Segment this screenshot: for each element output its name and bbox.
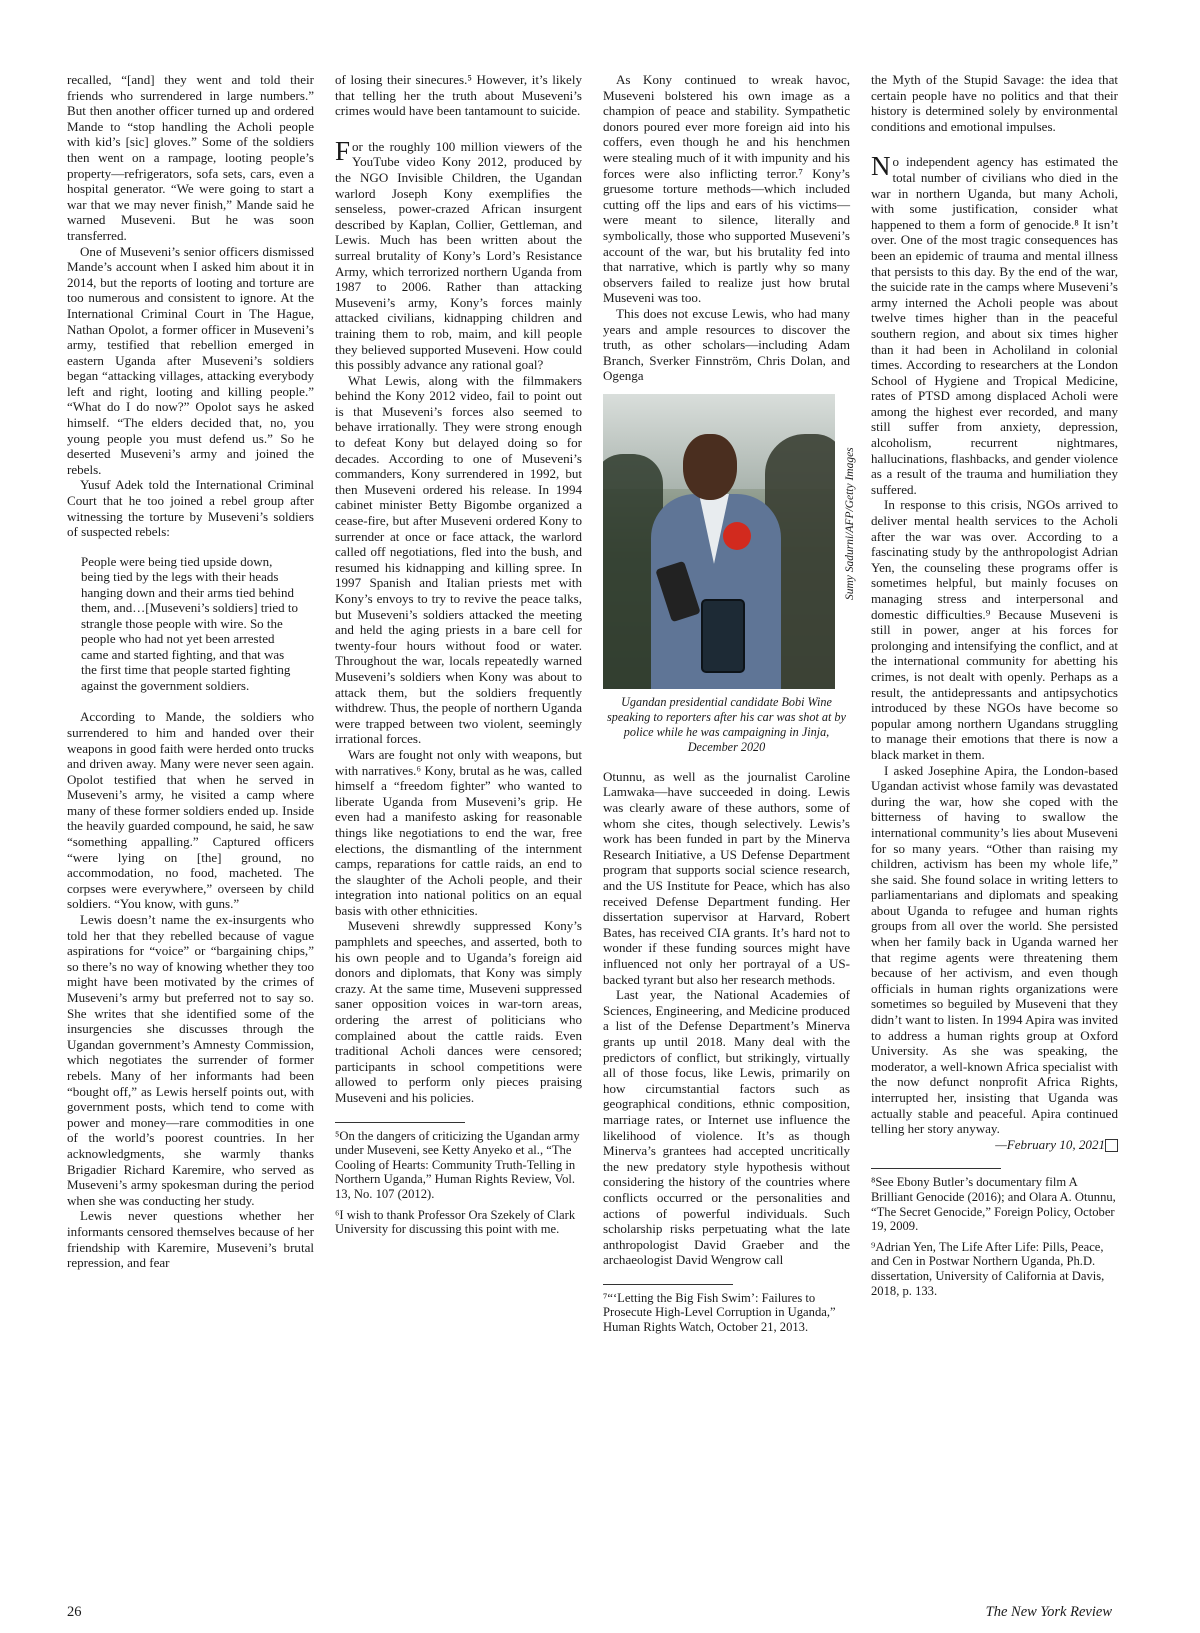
footnotes	[335, 1129, 582, 1237]
column-2	[335, 72, 582, 1243]
footnote-5: ⁵On the dangers of criticizing the Ugandan army under Museveni, see Ketty Anyeko et al., “The Cooling of Hearts: Community Truth-Telling in Northern Uganda,” Human Rights Review, Vol. 13, No. 107 (2012).	[335, 1128, 580, 1201]
footnote-9: ⁹Adrian Yen, The Life After Life: Pills, Peace, and Cen in Postwar Northern Uganda, Ph.D. dissertation, University of California at Davis, 2018, p. 133.	[871, 1239, 1105, 1298]
paragraph: of losing their sinecures.⁵ However, it’s likely that telling her the truth about Museveni’s crimes would have been tantamount to suicide.	[335, 72, 582, 119]
paragraph: This does not excuse Lewis, who had many years and ample resources to discover the truth, as other scholars—including Adam Branch, Sverker Finnström, Chris Dolan, and Ogenga	[603, 305, 850, 384]
column-1	[67, 72, 314, 1271]
page-number: 26	[67, 1604, 82, 1620]
section-break	[335, 119, 582, 139]
footnote-rule	[335, 1122, 465, 1123]
footnote-7: ⁷“‘Letting the Big Fish Swim’: Failures to Prosecute High-Level Corruption in Uganda,” Human Rights Watch, October 21, 2013.	[603, 1290, 836, 1335]
publication-name: The New York Review	[985, 1604, 1112, 1620]
paragraph: Wars are fought not only with weapons, but with narratives.⁶ Kony, brutal as he was, called himself a “freedom fighter” who wanted to liberate Uganda from Museveni’s grip. He even had a manifesto asking for reasonable things like negotiations to end the war, free elections, the dismantling of the internment camps, reparations for cattle raids, an end to the slaughter of the Acholi people, and their integration into national politics on an equal basis with other ethnicities.	[335, 746, 582, 918]
paragraph: Yusuf Adek told the International Criminal Court that he too joined a rebel group after witnessing the torture by Museveni’s soldiers of suspected rebels:	[67, 477, 314, 540]
end-of-article-icon	[1105, 1139, 1118, 1152]
footnotes	[603, 1291, 850, 1335]
quote-text: People were being tied upside down, being tied by the legs with their heads hanging down and their arms tied behind them, and…[Museveni’s soldiers] tried to strangle those people with wire. So the people who had not yet been arrested came and started fighting, and that was the first time that people started fighting against the government soldiers.	[81, 553, 298, 693]
paragraph: In response to this crisis, NGOs arrived to deliver mental health services to the Acholi after the war was over. According to a fascinating study by the anthropologist Adrian Yen, the counseling these programs offer is sometimes helpful, but mainly focuses on managing stress and interpersonal and domestic difficulties.⁹ Because Museveni is still in power, anger at his forces for prolonging and intensifying the conflict, and at the international community for abetting his crimes, is not dealt with openly. Perhaps as a result, the antidepressants and antipsychotics introduced by these NGOs have become so popular among northern Ugandans struggling to manage their emotions that there is now a black market in them.	[871, 497, 1118, 762]
photo-caption: Ugandan presidential candidate Bobi Wine speaking to reporters after his car was shot at by police while he was campaigning in Jinja, December 2020	[607, 694, 846, 754]
paragraph-text: or the roughly 100 million viewers of the YouTube video Kony 2012, produced by the NGO Invisible Children, the Ugandan warlord Joseph Kony exemplifies the senseless, power-crazed African insurgent described by Kaplan, Collier, Gettleman, and Lewis. Much has been written about the surreal brutality of Kony’s Lord’s Resistance Army, which terrorized northern Uganda from 1987 to 2006. Rather than attacking Museveni’s army, Kony’s forces mainly attacked civilians, kidnapping children and training them to rob, maim, and kill people they believed supported Museveni. How could this possibly advance any rational goal?	[335, 138, 582, 373]
paragraph: I asked Josephine Apira, the London-based Ugandan activist whose family was devastated during the war, how she coped with the bitterness of having to swallow the international community’s lies about Museveni for so many years. “Other than raising my children, activism has been my whole life,” she said. She found solace in writing letters to parliamentarians and diplomats and speaking about Uganda to refugee and human rights groups from all over the world. She persisted when her family back in Uganda warned her that regime agents were threatening them because of her activism, and even though officials in human rights organizations were sometimes so beguiled by Museveni that they didn’t want to listen. In 1994 Apira was invited to address a human rights group at Oxford University. As she was speaking, the moderator, a well-known Africa specialist with the now defunct nonprofit Africa Rights, interrupted her, insisting that Uganda was actually stable and peaceful. Apira continued telling her story anyway.	[871, 762, 1118, 1137]
section-break	[871, 134, 1118, 154]
signoff-date: —February 10, 2021	[995, 1136, 1105, 1152]
footnotes	[871, 1175, 1118, 1298]
footnote-rule	[871, 1168, 1001, 1169]
paragraph: recalled, “[and] they went and told their friends who surrendered in large numbers.” But then another officer turned up and ordered Mande to “stop handling the Acholi people with kid’s [sic] gloves.” Some of the soldiers then went on a rampage, looting people’s property—refrigerators, sofa sets, cars, even a hospital generator. “We were going to start a war that we may never finish,” Mande said he warned Museveni. But he was soon transferred.	[67, 72, 314, 243]
paragraph: Lewis never questions whether her informants censored themselves because of her friendship with Karemire, Museveni’s brutal repression, and fear	[67, 1208, 314, 1271]
drop-cap: F	[335, 135, 351, 166]
paragraph: the Myth of the Stupid Savage: the idea that certain people have no politics and that their history is determined solely by environmental conditions and emotional impulses.	[871, 72, 1118, 134]
paragraph: One of Museveni’s senior officers dismissed Mande’s account when I asked him about it in 2014, but the reports of looting and torture are too numerous and consistent to ignore. At the International Criminal Court in The Hague, Nathan Opolot, a former officer in Museveni’s army, testified that rebellion emerged in eastern Uganda after Museveni’s soldiers began “attacking villages, attacking everybody left and right, looting and killing people.” “What do I do now?” Opolot says he asked himself. “The elders decided that, no, you young people you must defend us.” So he deserted Museveni’s army and joined the rebels.	[67, 243, 314, 477]
paragraph: As Kony continued to wreak havoc, Museveni bolstered his own image as a champion of peace and stability. Sympathetic donors poured ever more foreign aid into his coffers, even though he and his henchmen were stealing much of it with impunity and his forces were also inflicting terror.⁷ Kony’s gruesome torture methods—which included cutting off the lips and ears of his victims—were meant to silence, literally and symbolically, those who supported Museveni’s account of the war, but his brutality fed into that narrative, which is partly why so many observers failed to realize just how brutal Museveni was too.	[603, 72, 850, 306]
photo-credit: Sumy Sadurni/AFP/Getty Images	[844, 447, 856, 600]
column-4	[871, 72, 1118, 1304]
footnote-rule	[603, 1284, 733, 1285]
drop-cap: N	[871, 151, 891, 182]
paragraph: Museveni shrewdly suppressed Kony’s pamphlets and speeches, and asserted, both to his own people and to Uganda’s foreign aid donors and diplomats, that Kony was simply crazy. At the same time, Museveni suppressed saner opposition voices in war-torn areas, ordering the arrest of politicians who complained about the cattle raids. Even traditional Acholi dances were censored; participants in school competitions were allowed to perform only pieces praising Museveni and his policies.	[335, 918, 582, 1105]
paragraph: Last year, the National Academies of Sciences, Engineering, and Medicine produced a list of the Defense Department’s Minerva grants up until 2018. Many deal with the predictors of conflict, but strikingly, virtually all of those focus, like Lewis, primarily on how circumstantial factors such as geographical conditions, ethnic composition, marriage rates, or Internet use influence the likelihood of violence. It’s as though Minerva’s grantees had accepted uncritically the new predatory style hypothesis without considering the history of the countries where conflicts occurred or the personalities and actions of powerful individuals. Such scholarship risks perpetuating what the late anthropologist David Graeber and the archaeologist David Wengrow call	[603, 987, 850, 1268]
paragraph: What Lewis, along with the filmmakers behind the Kony 2012 video, fail to point out is that Museveni’s forces also seemed to behave irrationally. They were strong enough to defeat Kony but delayed doing so for decades. According to one of Museveni’s commanders, Kony surrendered in 1992, but then Museveni ordered his release. In 1994 cabinet minister Betty Bigombe organized a cease-fire, but after Museveni ordered Kony to surrender at once or face attack, the warlord called off negotiations, fled into the bush, and resumed his kidnapping and killing spree. In 1997 Spanish and Italian priests met with Kony’s envoys to try to revive the peace talks, but Museveni’s soldiers attacked the meeting and held the aging priests in a bare cell for twenty-four hours without food or water. Throughout the war, locals repeatedly warned Museveni’s soldiers when Kony was about to attack them, but the soldiers frequently withdrew. Thus, the people of northern Uganda were trapped between two violent, seemingly irrational forces.	[335, 372, 582, 747]
footnote-8: ⁸See Ebony Butler’s documentary film A Brilliant Genocide (2016); and Olara A. Otunnu, “The Secret Genocide,” Foreign Policy, October 19, 2009.	[871, 1175, 1116, 1234]
column-3	[603, 72, 850, 1341]
block-quote	[81, 554, 300, 694]
footnote-6: ⁶I wish to thank Professor Ora Szekely of Clark University for discussing this point with me.	[335, 1207, 576, 1237]
paragraph-text: o independent agency has estimated the total number of civilians who died in the war in northern Uganda, but many Acholi, with some justification, consider what happened to them a form of genocide.⁸ It isn’t over. One of the most tragic consequences has been an epidemic of trauma and mental illness that persists to this day. By the end of the war, the suicide rate in the camps where Museveni’s army interned the Acholi people was about twelve times higher than in the peaceful southern region, and about six times higher than it had been in Acholiland in colonial times. According to researchers at the London School of Hygiene and Tropical Medicine, rates of PTSD among displaced Acholi were among the highest ever recorded, and many still suffer from anxiety, depression, alcoholism, recurrent nightmares, hallucinations, flashbacks, and gender violence as a result of the trauma and humiliation they suffered.	[871, 154, 1118, 497]
paragraph-dropcap	[335, 135, 582, 373]
paragraph: Otunnu, as well as the journalist Caroline Lamwaka—have succeeded in doing. Lewis was clearly aware of these authors, some of whom she cites, though selectively. Lewis’s work has been funded in part by the Minerva Research Initiative, a US Defense Department program that supports social science research, and the US Institute for Peace, which has also received Defense Department funding. Her dissertation supervisor at Harvard, Robert Bates, has received CIA grants. It’s hard not to wonder if these funding sources might have influenced not only her portrayal of a US-backed tyrant but also her research methods.	[603, 768, 850, 987]
paragraph: According to Mande, the soldiers who surrendered to him and handed over their weapons in good faith were herded onto trucks and driven away. Many were never seen again. Opolot testified that when he served in Museveni’s army, he visited a camp where many of these former soldiers ended up. Inside the heavily guarded compound, he said, he saw “something appalling.” Captured officers “were lying on [the] ground, no accommodation, no food, macheted. The corpses were everywhere,” overseen by child soldiers. “You know, with guns.”	[67, 709, 314, 912]
paragraph-dropcap	[871, 151, 1118, 497]
paragraph: Lewis doesn’t name the ex-insurgents who told her that they rebelled because of vague aspirations for “voice” or “bargaining chips,” so there’s no way of knowing whether they too might have been motivated by the crimes of Museveni’s army but preferred not to say so. She writes that she identified some of the insurgencies she discusses through the Ugandan government’s Amnesty Commission, which negotiates the surrender of former rebels. Many of her informants had been “bought off,” as Lewis herself points out, with government posts, which tend to come with power and money—rare commodities in one of the world’s poorest countries. In her acknowledgments, she warmly thanks Brigadier Richard Karemire, who served as Museveni’s army spokesman during the period when she was conducting her study.	[67, 912, 314, 1208]
news-photo	[603, 394, 835, 689]
